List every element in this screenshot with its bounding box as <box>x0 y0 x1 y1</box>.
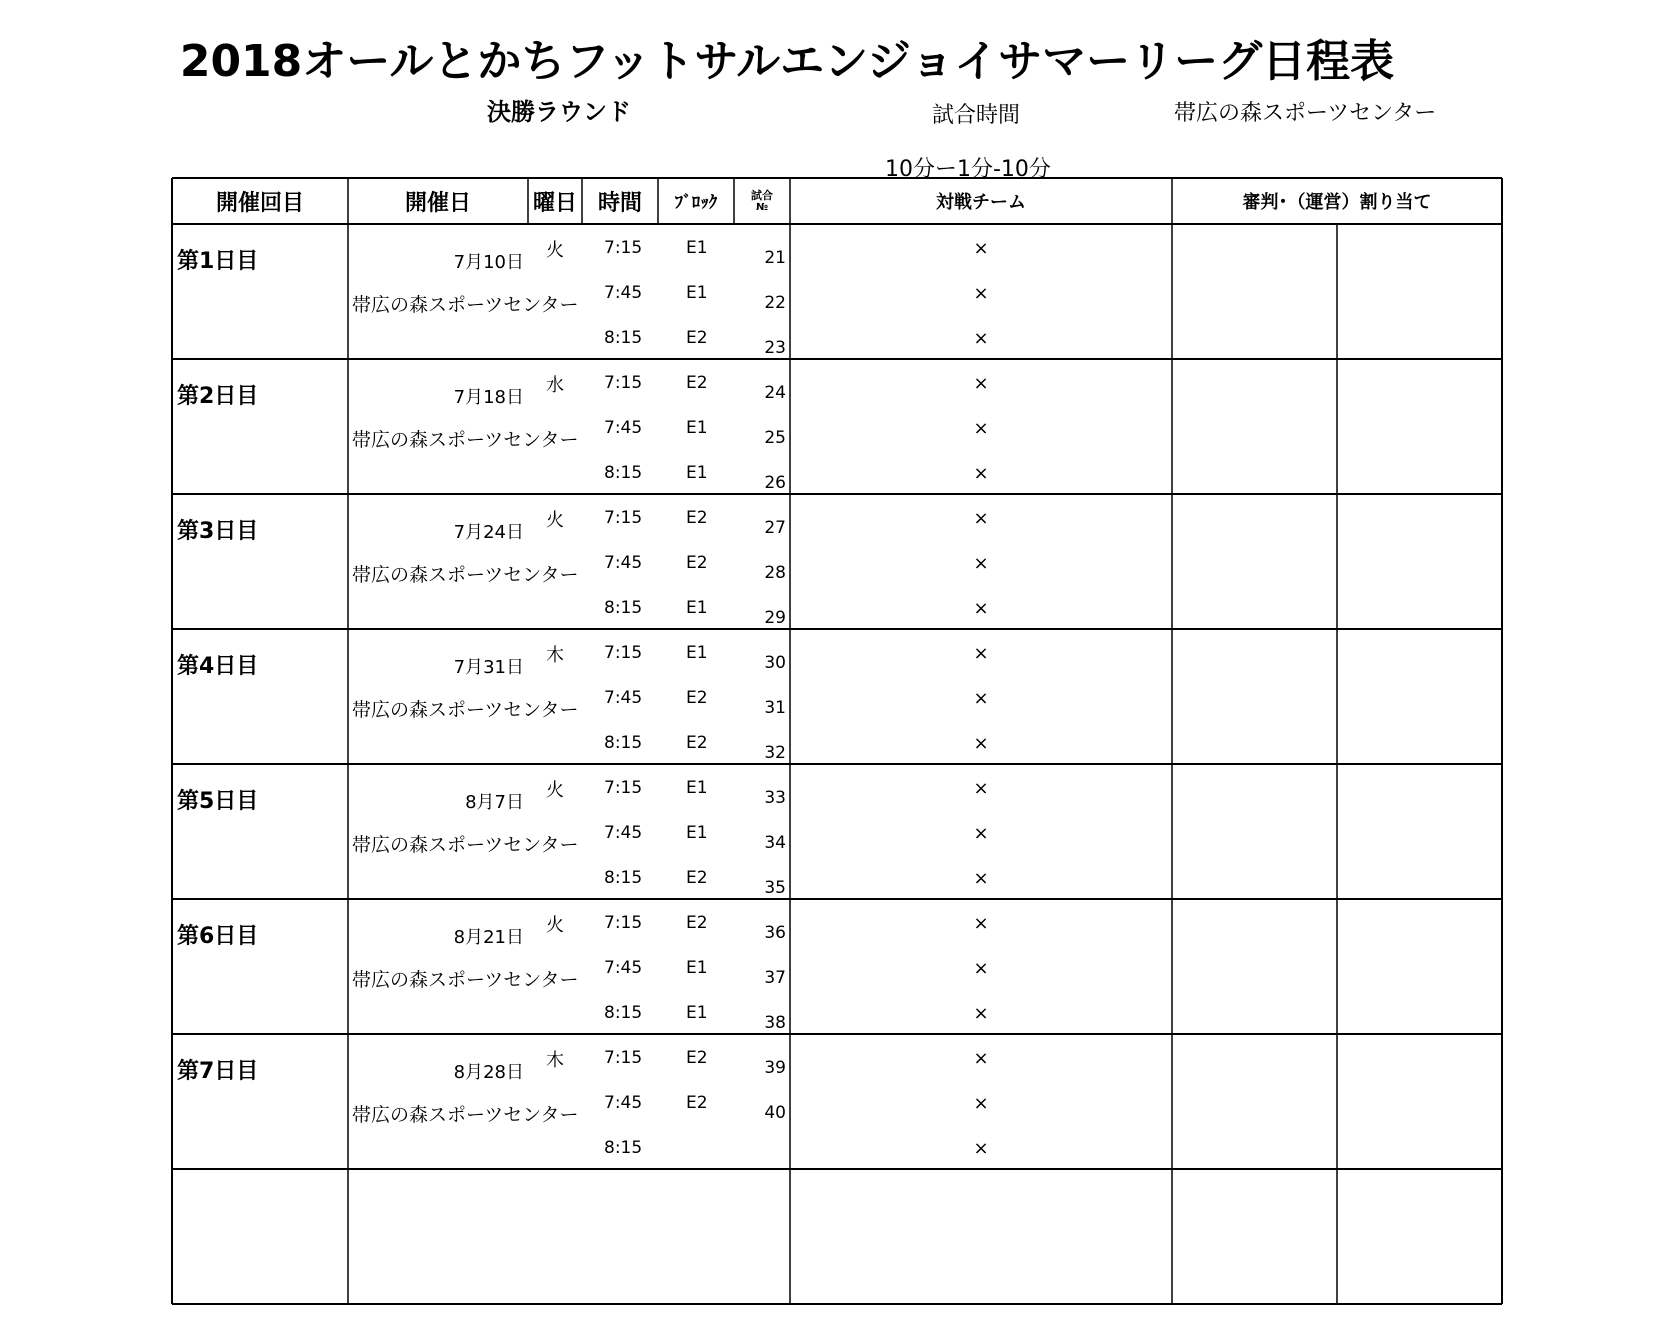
weekday: 火 <box>546 780 564 801</box>
versus-mark: × <box>973 418 989 439</box>
venue-name: 帯広の森スポーツセンター <box>352 834 579 856</box>
match-number: 27 <box>764 518 786 538</box>
versus-mark: × <box>973 598 989 619</box>
match-number: 29 <box>764 608 786 628</box>
match-number: 33 <box>764 788 786 808</box>
block-name: E1 <box>686 598 708 618</box>
versus-mark: × <box>973 508 989 529</box>
match-number: 26 <box>764 473 786 493</box>
match-number: 25 <box>764 428 786 448</box>
event-date: 7月24日 <box>453 522 524 543</box>
match-time: 8:15 <box>604 328 643 348</box>
round-label: 第5日目 <box>177 789 259 814</box>
round-label: 第3日目 <box>177 519 259 544</box>
event-date: 8月7日 <box>465 792 524 813</box>
block-name: E2 <box>686 328 708 348</box>
event-date: 8月21日 <box>453 927 524 948</box>
match-time: 7:15 <box>604 238 643 258</box>
venue-name: 帯広の森スポーツセンター <box>352 1104 579 1126</box>
round-subtitle: 決勝ラウンド <box>487 98 631 126</box>
weekday: 火 <box>546 240 564 261</box>
block-name: E1 <box>686 418 708 438</box>
match-time: 7:45 <box>604 553 643 573</box>
col-header-time: 時間 <box>597 191 642 216</box>
col-header-referee: 審判･（運営）割り当て <box>1242 192 1432 213</box>
match-time: 7:45 <box>604 688 643 708</box>
match-number: 36 <box>764 923 786 943</box>
match-time: 7:45 <box>604 283 643 303</box>
match-number: 21 <box>764 248 786 268</box>
versus-mark: × <box>973 823 989 844</box>
match-number: 39 <box>764 1058 786 1078</box>
venue-name: 帯広の森スポーツセンター <box>352 564 579 586</box>
match-time: 7:45 <box>604 958 643 978</box>
venue-name: 帯広の森スポーツセンター <box>352 294 579 316</box>
match-time: 8:15 <box>604 733 643 753</box>
match-number: 30 <box>764 653 786 673</box>
col-header-block: ﾌﾞﾛｯｸ <box>674 193 718 213</box>
event-date: 8月28日 <box>453 1062 524 1083</box>
match-time: 7:15 <box>604 913 643 933</box>
versus-mark: × <box>973 958 989 979</box>
block-name: E2 <box>686 868 708 888</box>
col-header-dow: 曜日 <box>532 191 577 216</box>
versus-mark: × <box>973 463 989 484</box>
block-name: E1 <box>686 1003 708 1023</box>
col-header-no-bottom: № <box>755 202 769 213</box>
match-time: 7:15 <box>604 373 643 393</box>
match-time: 8:15 <box>604 1138 643 1158</box>
block-name: E1 <box>686 823 708 843</box>
match-time: 7:45 <box>604 1093 643 1113</box>
block-name: E1 <box>686 958 708 978</box>
versus-mark: × <box>973 733 989 754</box>
match-number: 38 <box>764 1013 786 1033</box>
venue-name: 帯広の森スポーツセンター <box>352 429 579 451</box>
match-time: 7:15 <box>604 1048 643 1068</box>
block-name: E2 <box>686 373 708 393</box>
block-name: E1 <box>686 463 708 483</box>
weekday: 水 <box>546 375 564 396</box>
match-number: 37 <box>764 968 786 988</box>
match-time-value: 10分ー1分-10分 <box>885 157 1051 182</box>
match-number: 28 <box>764 563 786 583</box>
match-number: 24 <box>764 383 786 403</box>
versus-mark: × <box>973 1138 989 1159</box>
match-time: 7:15 <box>604 508 643 528</box>
weekday: 火 <box>546 915 564 936</box>
round-label: 第4日目 <box>177 654 259 679</box>
weekday: 木 <box>546 1050 564 1071</box>
match-number: 32 <box>764 743 786 763</box>
versus-mark: × <box>973 328 989 349</box>
match-time: 8:15 <box>604 868 643 888</box>
weekday: 火 <box>546 510 564 531</box>
venue-name: 帯広の森スポーツセンター <box>352 969 579 991</box>
block-name: E2 <box>686 688 708 708</box>
versus-mark: × <box>973 913 989 934</box>
weekday: 木 <box>546 645 564 666</box>
versus-mark: × <box>973 283 989 304</box>
event-date: 7月18日 <box>453 387 524 408</box>
versus-mark: × <box>973 553 989 574</box>
match-number: 23 <box>764 338 786 358</box>
col-header-date: 開催日 <box>404 191 471 216</box>
block-name: E1 <box>686 643 708 663</box>
match-number: 35 <box>764 878 786 898</box>
block-name: E2 <box>686 733 708 753</box>
match-time-label: 試合時間 <box>932 103 1021 128</box>
match-time: 7:15 <box>604 778 643 798</box>
versus-mark: × <box>973 868 989 889</box>
versus-mark: × <box>973 238 989 259</box>
block-name: E2 <box>686 553 708 573</box>
block-name: E2 <box>686 913 708 933</box>
match-time: 7:45 <box>604 823 643 843</box>
block-name: E2 <box>686 1048 708 1068</box>
col-header-round: 開催回目 <box>215 191 304 216</box>
block-name: E1 <box>686 283 708 303</box>
round-label: 第1日目 <box>177 249 259 274</box>
match-number: 31 <box>764 698 786 718</box>
match-time: 8:15 <box>604 1003 643 1023</box>
block-name: E1 <box>686 778 708 798</box>
venue-name: 帯広の森スポーツセンター <box>352 699 579 721</box>
match-time: 8:15 <box>604 598 643 618</box>
versus-mark: × <box>973 1003 989 1024</box>
round-label: 第2日目 <box>177 384 259 409</box>
match-time: 7:45 <box>604 418 643 438</box>
match-number: 22 <box>764 293 786 313</box>
page-title: 2018オールとかちフットサルエンジョイサマーリーグ日程表 <box>179 36 1395 87</box>
match-time: 8:15 <box>604 463 643 483</box>
match-time: 7:15 <box>604 643 643 663</box>
versus-mark: × <box>973 643 989 664</box>
event-date: 7月31日 <box>453 657 524 678</box>
round-label: 第7日目 <box>177 1059 259 1084</box>
match-number: 34 <box>764 833 786 853</box>
block-name: E2 <box>686 508 708 528</box>
block-name: E2 <box>686 1093 708 1113</box>
versus-mark: × <box>973 688 989 709</box>
event-date: 7月10日 <box>453 252 524 273</box>
match-number: 40 <box>764 1103 786 1123</box>
col-header-no-top: 試合 <box>751 189 773 202</box>
block-name: E1 <box>686 238 708 258</box>
versus-mark: × <box>973 373 989 394</box>
venue-header: 帯広の森スポーツセンター <box>1174 101 1437 126</box>
versus-mark: × <box>973 778 989 799</box>
col-header-teams: 対戦チーム <box>936 192 1026 213</box>
versus-mark: × <box>973 1093 989 1114</box>
versus-mark: × <box>973 1048 989 1069</box>
round-label: 第6日目 <box>177 924 259 949</box>
